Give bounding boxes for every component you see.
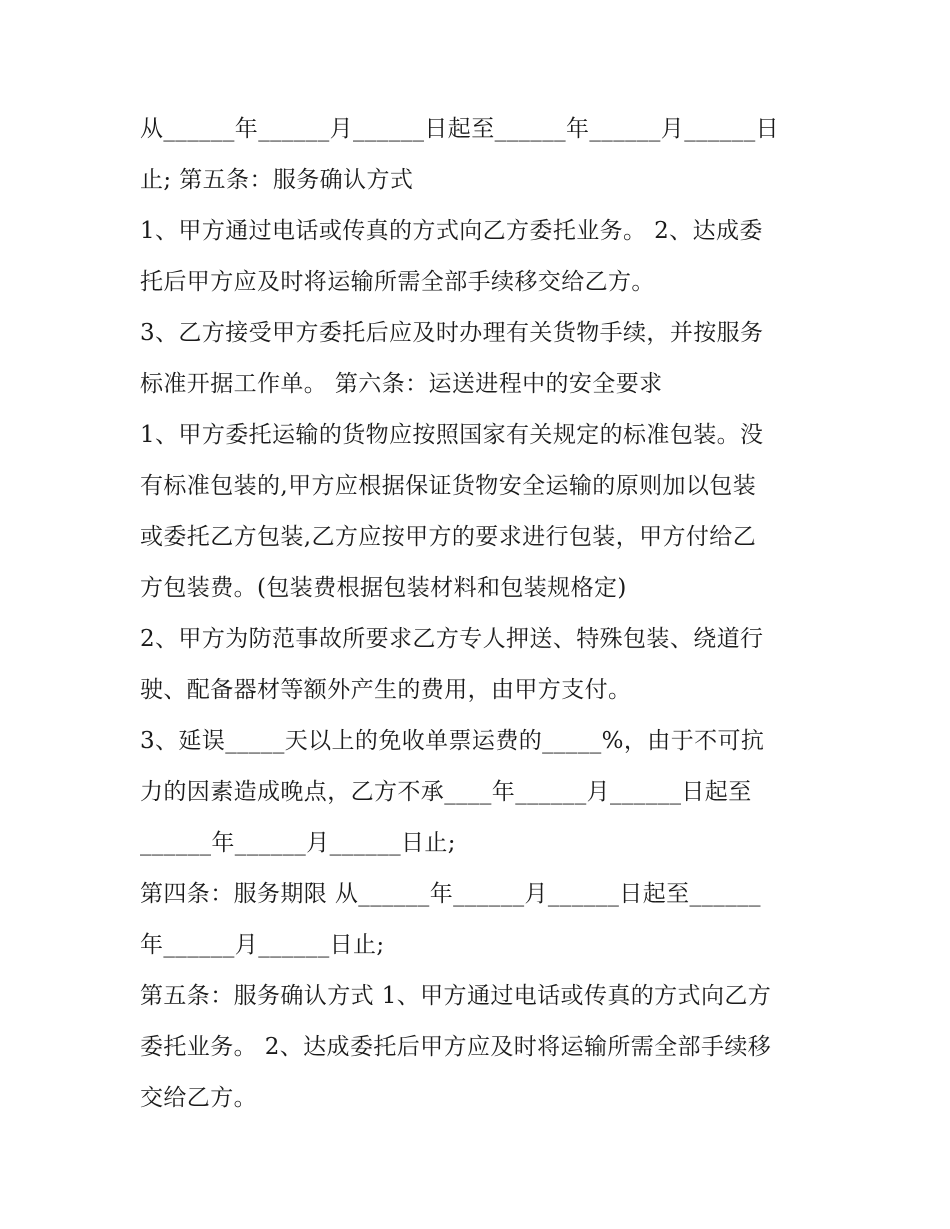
text-line: 托后甲方应及时将运输所需全部手续移交给乙方。 <box>140 269 655 295</box>
text-line: 方包装费。(包装费根据包装材料和包装规格定) <box>140 575 627 601</box>
text-line: 驶、配备器材等额外产生的费用，由甲方支付。 <box>140 677 632 703</box>
text-line: 第四条：服务期限 从______年______月______日起至______ <box>140 881 761 907</box>
text-line: 或委托乙方包装,乙方应按甲方的要求进行包装，甲方付给乙 <box>140 524 757 550</box>
text-line: ______年______月______日止; <box>140 830 456 856</box>
text-line: 第五条：服务确认方式 1、甲方通过电话或传真的方式向乙方 <box>140 983 772 1009</box>
text-line: 3、延误_____天以上的免收单票运费的_____%，由于不可抗 <box>140 728 765 754</box>
text-line: 3、乙方接受甲方委托后应及时办理有关货物手续，并按服务 <box>140 320 764 346</box>
text-line: 标准开据工作单。 第六条：运送进程中的安全要求 <box>140 371 663 397</box>
text-line: 交给乙方。 <box>140 1085 257 1111</box>
text-line: 2、甲方为防范事故所要求乙方专人押送、特殊包装、绕道行 <box>140 626 764 652</box>
text-line: 有标准包装的,甲方应根据保证货物安全运输的原则加以包装 <box>140 473 757 499</box>
text-line: 1、甲方委托运输的货物应按照国家有关规定的标准包装。没 <box>140 422 764 448</box>
text-line: 力的因素造成晚点，乙方不承____年______月______日起至 <box>140 779 752 805</box>
text-line: 1、甲方通过电话或传真的方式向乙方委托业务。 2、达成委 <box>140 218 763 244</box>
text-line: 年______月______日止; <box>140 932 385 958</box>
text-line: 止; 第五条：服务确认方式 <box>140 167 414 193</box>
text-line: 委托业务。 2、达成委托后甲方应及时将运输所需全部手续移 <box>140 1034 772 1060</box>
text-line: 从______年______月______日起至______年______月______日 <box>140 116 779 142</box>
